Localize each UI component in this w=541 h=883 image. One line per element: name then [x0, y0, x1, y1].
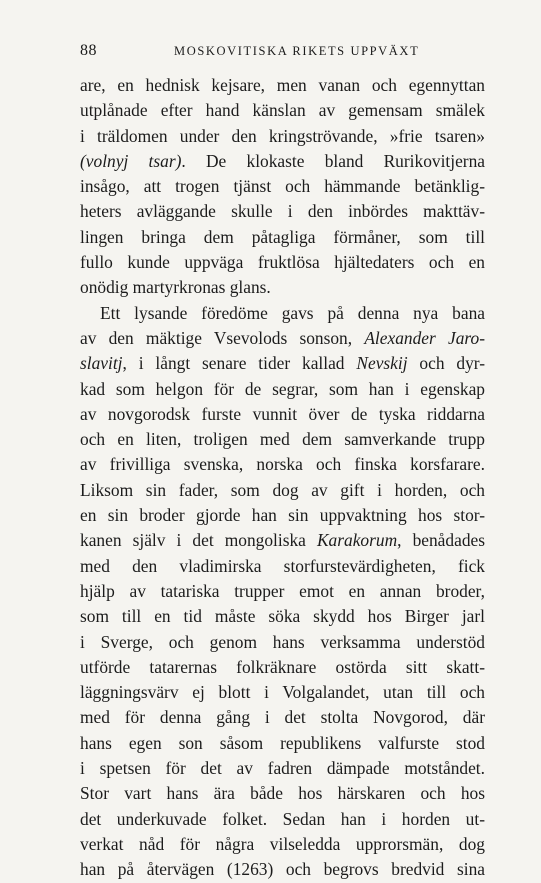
text-line: och en liten, troligen med dem samverkande trupp: [80, 429, 485, 450]
text-line: som till en tid måste söka skydd hos Birger jarl: [80, 606, 485, 627]
text-line: av den mäktige Vsevolods sonson, Alexander Jaro-: [80, 327, 485, 348]
text-line: i spetsen för det av fadren dämpade motståndet.: [80, 758, 485, 779]
text-line: utplånade efter hand känslan av gemensam smälek: [80, 100, 485, 121]
text-line: fullo kunde uppväga fruktlösa hjältedaters och en: [80, 252, 485, 273]
text-line: utförde tatarernas folkräknare ostörda sitt skatt-: [80, 656, 485, 677]
text-line: det underkuvade folket. Sedan han i horden ut-: [80, 808, 485, 829]
running-head: MOSKOVITISKA RIKETS UPPVÄXT: [174, 44, 420, 58]
body-text: [80, 73, 485, 883]
text-line: av novgorodsk furste vunnit över de tyska riddarna: [80, 403, 485, 424]
text-line: med den vladimirska storfurstevärdigheten, fick: [80, 555, 485, 576]
text-line: läggningsvärv ej blott i Volgalandet, utan till och: [80, 682, 485, 703]
text-line: are, en hednisk kejsare, men vanan och egennyttan: [80, 75, 485, 95]
text-line: lingen bringa dem påtagliga förmåner, som till: [80, 226, 485, 247]
text-line: heters avläggande skulle i den inbördes makttäv-: [80, 201, 485, 222]
text-line: kad som helgon för de segrar, som han i egenskap: [80, 378, 485, 399]
text-line: en sin broder gjorde han sin uppvaktning hos stor-: [80, 505, 485, 526]
text-line: onödig martyrkronas glans.: [80, 277, 271, 298]
text-line: insågo, att trogen tjänst och hämmande betänklig-: [80, 176, 485, 197]
page-number: 88: [80, 42, 97, 59]
text-line: han på återvägen (1263) och begrovs bredvid sina: [80, 859, 485, 880]
text-line: Stor vart hans ära både hos härskaren och hos: [80, 783, 485, 804]
text-line: (volnyj tsar). De klokaste bland Rurikovitjerna: [80, 150, 486, 171]
text-line: verkat nåd för några vilseledda upprorsmän, dog: [80, 833, 485, 854]
text-line: kanen själv i det mongoliska Karakorum, benådades: [80, 530, 485, 551]
text-line: Ett lysande föredöme gavs på denna nya bana: [100, 302, 485, 323]
text-line: i Sverge, och genom hans verksamma understöd: [80, 631, 485, 652]
text-line: Liksom sin fader, som dog av gift i horden, och: [80, 479, 485, 500]
page-header: [80, 42, 480, 64]
text-line: av frivilliga svenska, norska och finska korsfarare.: [80, 454, 485, 475]
text-line: slavitj, i långt senare tider kallad Nevskij och dyr-: [80, 353, 486, 374]
text-line: med för denna gång i det stolta Novgorod, där: [80, 707, 485, 728]
text-line: i träldomen under den kringströvande, »frie tsaren»: [80, 125, 485, 146]
text-line: hans egen son såsom republikens valfurste stod: [80, 732, 485, 753]
text-line: hjälp av tatariska trupper emot en annan broder,: [80, 580, 485, 601]
